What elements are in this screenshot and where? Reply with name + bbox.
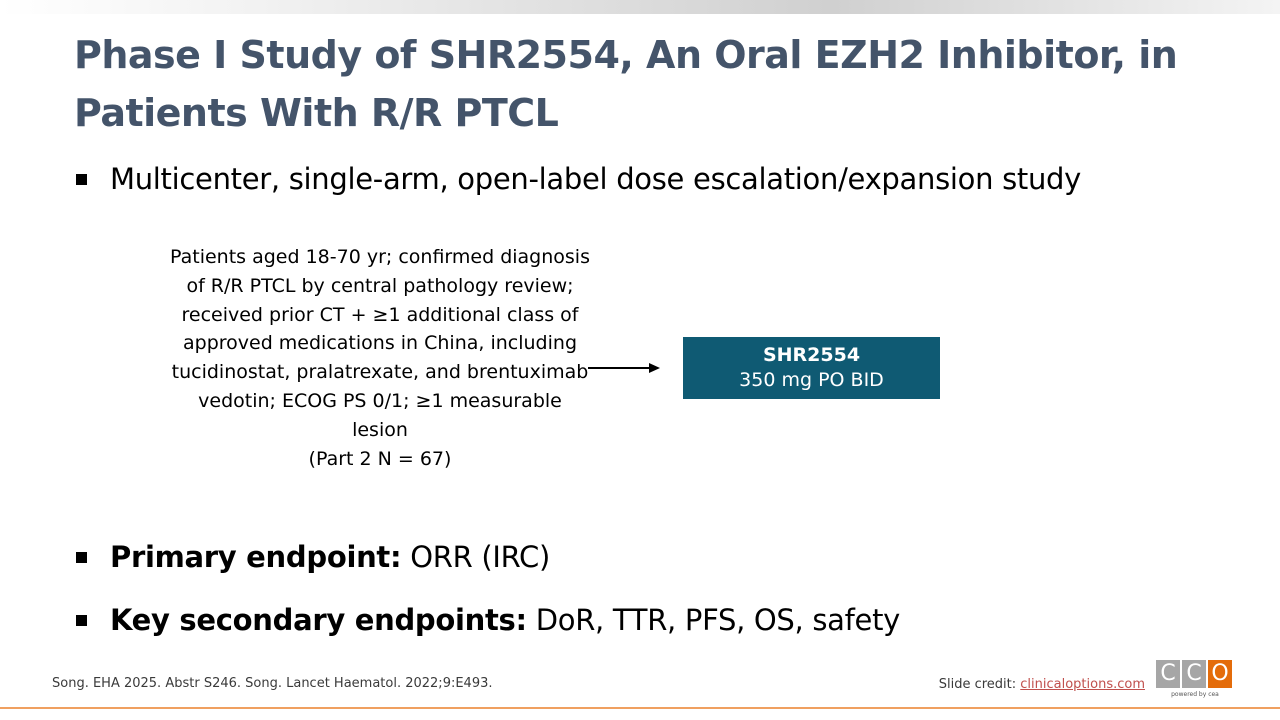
slide-credit (939, 677, 1145, 692)
bullet-study-design (76, 162, 1081, 196)
bullet-square-icon (76, 552, 87, 563)
cco-logo (1156, 660, 1234, 704)
slide-title: Phase I Study of SHR2554, An Oral EZH2 Inhibitor, in Patients With R/R PTCL (74, 33, 1178, 135)
secondary-endpoints-label: Key secondary endpoints: (110, 603, 527, 637)
treatment-box (683, 337, 940, 399)
drug-dose: 350 mg PO BID (739, 369, 884, 391)
eligibility-criteria (170, 243, 590, 473)
top-gradient-bar (0, 0, 1280, 14)
study-design-text: Multicenter, single-arm, open-label dose escalation/expansion study (110, 162, 1082, 196)
criteria-n: (Part 2 N = 67) (308, 447, 452, 470)
primary-endpoint-value: ORR (IRC) (401, 540, 550, 574)
logo-letter-3: O (1208, 660, 1232, 688)
drug-name: SHR2554 (762, 344, 861, 366)
logo-letter-1: C (1156, 660, 1180, 688)
arrow-right-icon (588, 359, 660, 377)
reference-citation: Song. EHA 2025. Abstr S246. Song. Lancet Haematol. 2022;9:E493. (52, 676, 493, 691)
bullet-primary-endpoint (76, 540, 550, 574)
credit-label: Slide credit: (938, 677, 1021, 692)
secondary-endpoints-value: DoR, TTR, PFS, OS, safety (526, 603, 901, 637)
credit-link[interactable]: clinicaloptions.com (1020, 677, 1145, 692)
logo-letter-2: C (1182, 660, 1206, 688)
bullet-square-icon (76, 174, 87, 185)
primary-endpoint-label: Primary endpoint: (110, 540, 402, 574)
criteria-text: Patients aged 18-70 yr; confirmed diagnosis of R/R PTCL by central pathology review; received prior CT + ≥1 additional class of approved medications in China, including tucidinostat, pralatrexate, and brentuximab vedotin; ECOG PS 0/1; ≥1 measurable lesion (170, 246, 590, 441)
bottom-divider (0, 707, 1280, 709)
logo-powered-by: powered by cea (1171, 691, 1219, 698)
bullet-square-icon (76, 615, 87, 626)
bullet-secondary-endpoints (76, 603, 900, 637)
